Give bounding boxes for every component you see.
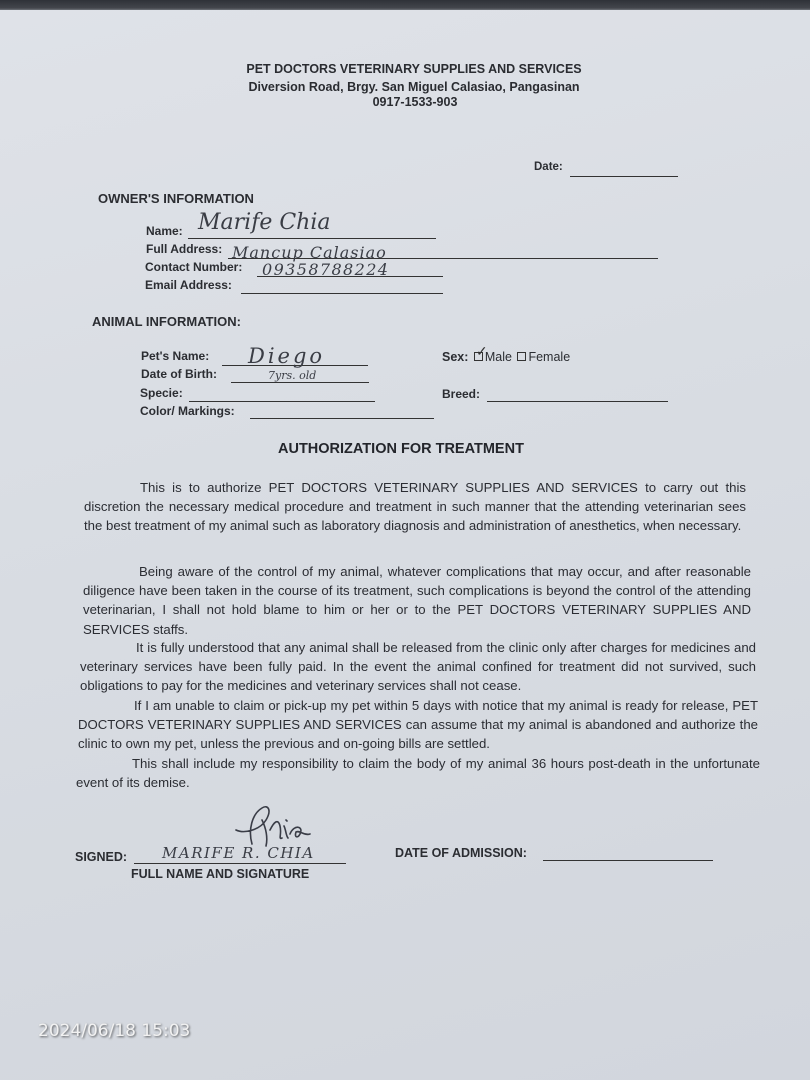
auth-paragraph-4: If I am unable to claim or pick-up my pet within 5 days with notice that my animal is ready for release, PET DOCTORS VETERINARY SUPPLIES AND SERVICES can assume that my animal is abandoned and authorize the clinic to own my pet, unless the previous and on-going bills are settled.	[78, 698, 758, 752]
authorization-title: AUTHORIZATION FOR TREATMENT	[278, 441, 524, 457]
auth-paragraph-2: Being aware of the control of my animal, whatever complications that may occur, and after reasonable diligence have been taken in the course of its treatment, such complications is beyond the control of the attending veterinarian, I shall not hold blame to him or her or to the PET DOCTORS VETERINARY SUPPLIES AND SERVICES staffs.	[83, 564, 751, 637]
dob-line	[231, 382, 369, 383]
pet-name-label: Pet's Name:	[141, 349, 210, 363]
sex-field	[442, 350, 570, 364]
breed-label: Breed:	[442, 387, 481, 401]
female-label: Female	[528, 350, 571, 364]
signed-line	[134, 863, 346, 864]
auth-paragraph-3: It is fully understood that any animal shall be released from the clinic only after charges for medicines and veterinary services have been fully paid. In the event the animal confined for treatment did not survived, such obligations to pay for the medicines and veterinary services shall not cease.	[80, 640, 756, 694]
male-label: Male	[484, 350, 512, 364]
company-address: Diversion Road, Brgy. San Miguel Calasiao, Pangasinan	[248, 80, 580, 94]
male-checkbox[interactable]	[474, 352, 483, 361]
date-line	[570, 176, 678, 177]
animal-section-title: ANIMAL INFORMATION:	[92, 314, 241, 329]
specie-line	[189, 401, 375, 402]
color-line	[250, 418, 434, 419]
owner-section-title: OWNER'S INFORMATION	[98, 191, 254, 206]
owner-name-value: Marife Chia	[198, 210, 331, 235]
breed-line	[487, 401, 668, 402]
owner-email-label: Email Address:	[145, 278, 232, 292]
color-label: Color/ Markings:	[140, 404, 235, 418]
date-label: Date:	[534, 161, 563, 173]
photo-timestamp: 2024/06/18 15:03	[38, 1021, 191, 1041]
admission-line	[543, 860, 713, 861]
owner-contact-value: 09358788224	[262, 260, 390, 279]
auth-paragraph-5: This shall include my responsibility to claim the body of my animal 36 hours post-death in the unfortunate event of its demise.	[76, 756, 760, 791]
sex-label: Sex:	[442, 350, 469, 364]
owner-contact-label: Contact Number:	[145, 260, 243, 274]
pet-name-value: Diego	[248, 344, 326, 368]
owner-name-label: Name:	[146, 224, 183, 238]
signature-scribble	[222, 800, 332, 850]
owner-address-value: Mancup Calasiao	[232, 243, 387, 262]
dob-value: 7yrs. old	[268, 369, 317, 382]
owner-address-label: Full Address:	[146, 242, 223, 256]
female-checkbox[interactable]	[517, 352, 526, 361]
signed-name-value: MARIFE R. CHIA	[162, 844, 315, 862]
auth-paragraph-1: This is to authorize PET DOCTORS VETERINARY SUPPLIES AND SERVICES to carry out this discretion the necessary medical procedure and treatment in such manner that the attending veterinarian sees the best treatment of my animal such as laboratory diagnosis and administration of anesthetics, when necessary.	[84, 480, 746, 534]
owner-name-line	[188, 238, 436, 239]
signed-label: SIGNED:	[75, 850, 128, 864]
admission-label: DATE OF ADMISSION:	[395, 846, 527, 860]
form-paper	[0, 10, 810, 1080]
owner-email-line	[241, 293, 443, 294]
dob-label: Date of Birth:	[141, 367, 217, 381]
company-phone: 0917-1533-903	[372, 95, 458, 109]
signature-caption: FULL NAME AND SIGNATURE	[131, 867, 310, 881]
specie-label: Specie:	[140, 386, 183, 400]
company-name: PET DOCTORS VETERINARY SUPPLIES AND SERVICES	[246, 62, 582, 76]
